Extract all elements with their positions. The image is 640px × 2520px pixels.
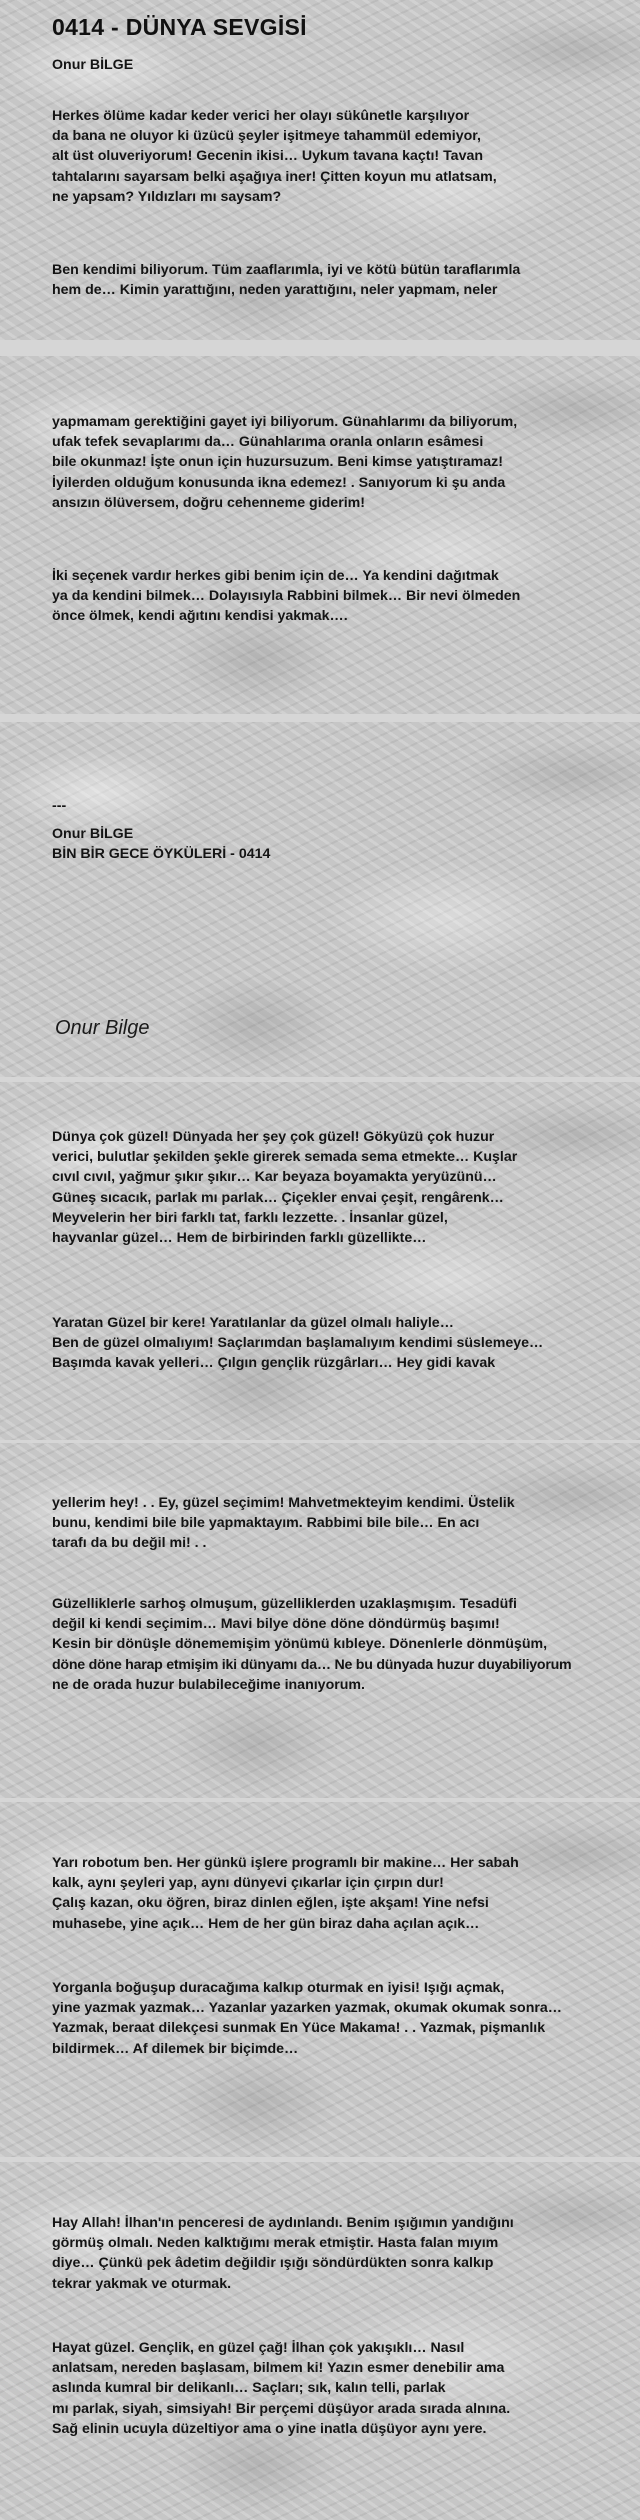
text-line: Herkes ölüme kadar keder verici her olayı sükûnetle karşılıyor [52,108,470,124]
text-line: anlatsam, nereden başlasam, bilmem ki! Yazın esmer denebilir ama [52,2360,505,2377]
text-block-1 [52,106,640,207]
text-block-11 [52,2213,640,2294]
text-line: görmüş olmalı. Neden kalktığımı merak etmiştir. Hasta falan mıyım [52,2235,499,2252]
text-line: Ben de güzel olmalıyım! Saçlarımdan başlamalıyım kendimi süslemeye… [52,1335,544,1352]
text-line: ansızın ölüversem, doğru cehenneme giderim! [52,494,365,511]
text-line: bile okunmaz! İşte onun için huzursuzum. Beni kimse yatıştıramaz! [52,454,503,471]
text-block-7 [52,1493,640,1554]
text-line: Güzelliklerle sarhoş olmuşum, güzelliklerden uzaklaşmışım. Tesadüfi [52,1596,517,1612]
text-line: Hayat güzel. Gençlik, en güzel çağ! İlhan çok yakışıklı… Nasıl [52,2340,465,2356]
text-line: tarafı da bu değil mi! . . [52,1535,207,1552]
text-line: kalk, aynı şeyleri yap, aynı dünyevi çıkarlar için çırpın dur! [52,1875,444,1892]
text-line: Yaratan Güzel bir kere! Yaratılanlar da güzel olmalı haliyle… [52,1315,454,1331]
credit-series: BİN BİR GECE ÖYKÜLERİ - 0414 [52,846,271,863]
text-line: Yorganla boğuşup duracağıma kalkıp oturmak en iyisi! Işığı açmak, [52,1980,505,1996]
credit-author: Onur BİLGE [52,826,134,843]
text-line: bunu, kendimi bile bile yapmaktayım. Rabbimi bile bile… En acı [52,1515,480,1532]
footer-credits [52,796,640,865]
text-line: ya da kendini bilmek… Dolayısıyla Rabbini bilmek… Bir nevi ölmeden [52,588,521,605]
text-line: döne döne harap etmişim iki dünyamı da… Ne bu dünyada huzur duyabiliyorum [52,1656,572,1673]
text-block-10 [52,1978,640,2059]
text-line: yine yazmak yazmak… Yazanlar yazarken yazmak, okumak okumak sonra… [52,2000,562,2017]
text-line: Yarı robotum ben. Her günkü işlere programlı bir makine… Her sabah [52,1855,519,1871]
text-line: da bana ne oluyor ki üzücü şeyler işitmeye tahammül edemiyor, [52,128,481,145]
text-line: İki seçenek vardır herkes gibi benim için de… Ya kendini dağıtmak [52,568,499,584]
text-line: Sağ elinin ucuyla düzeltiyor ama o yine inatla düşüyor aynı yere. [52,2420,487,2437]
text-block-4 [52,566,640,627]
text-line: Yazmak, beraat dilekçesi sunmak En Yüce Makama! . . Yazmak, pişmanlık [52,2020,546,2037]
text-line: Ben kendimi biliyorum. Tüm zaaflarımla, iyi ve kötü bütün taraflarımla [52,262,521,278]
text-line: Hay Allah! İlhan'ın penceresi de aydınlandı. Benim ışığımın yandığını [52,2215,514,2231]
text-line: ufak tefek sevaplarımı da… Günahlarıma oranla onların esâmesi [52,434,484,451]
text-line: Güneş sıcacık, parlak mı parlak… Çiçekler envai çeşit, rengârenk… [52,1189,504,1206]
text-block-8 [52,1594,640,1695]
text-block-12 [52,2338,640,2439]
background-panel-2 [0,356,640,714]
text-line: Çalış kazan, oku öğren, biraz dinlen eğlen, işte akşam! Yine nefsi [52,1895,489,1912]
text-line: aslında kumral bir delikanlı… Saçları; sık, kalın telli, parlak [52,2380,446,2397]
text-line: Dünya çok güzel! Dünyada her şey çok güzel! Gökyüzü çok huzur [52,1129,495,1145]
text-block-5 [52,1127,640,1248]
text-line: değil ki kendi seçimim… Mavi bilye döne döne döndürmüş başımı! [52,1616,500,1633]
text-line: ne de orada huzur bulabileceğime inanıyorum. [52,1676,365,1693]
separator-dashes: --- [52,798,67,814]
text-block-2 [52,260,640,300]
text-line: ne yapsam? Yıldızları mı saysam? [52,188,282,205]
text-line: yellerim hey! . . Ey, güzel seçimim! Mahvetmekteyim kendimi. Üstelik [52,1495,515,1511]
page-title: 0414 - DÜNYA SEVGİSİ [52,14,307,40]
text-line: alt üst oluveriyorum! Gecenin ikisi… Uykum tavana kaçtı! Tavan [52,148,484,165]
text-line: yapmamam gerektiğini gayet iyi biliyorum. Günahlarımı da biliyorum, [52,414,518,430]
text-line: Kesin bir dönüşle dönememişim yönümü kıbleye. Dönenlerle dönmüşüm, [52,1636,548,1653]
text-line: muhasebe, yine açık… Hem de her gün biraz daha açılan açık… [52,1915,480,1932]
text-line: hem de… Kimin yarattığını, neden yarattığını, neler yapmam, neler [52,282,498,299]
text-line: cıvıl cıvıl, yağmur şıkır şıkır… Kar beyaza boyamakta yeryüzünü… [52,1169,497,1186]
text-line: verici, bulutlar şekilden şekle girerek semada sema etmekte… Kuşlar [52,1149,518,1166]
signature: Onur Bilge [55,1017,150,1039]
text-block-9 [52,1853,640,1934]
text-line: Başımda kavak yelleri… Çılgın gençlik rüzgârları… Hey gidi kavak [52,1355,496,1372]
text-line: İyilerden olduğum konusunda ikna edemez! . Sanıyorum ki şu anda [52,474,506,491]
text-line: tahtalarını sayarsam belki aşağıya iner! Çitten koyun mu atlatsam, [52,168,497,185]
text-block-3 [52,412,640,513]
author-name: Onur BİLGE [52,57,134,73]
text-line: önce ölmek, kendi ağıtını kendisi yakmak…. [52,608,348,625]
text-line: tekrar yakmak ve oturmak. [52,2275,232,2292]
text-line: Meyvelerin her biri farklı tat, farklı lezzette. . İnsanlar güzel, [52,1209,448,1226]
text-line: hayvanlar güzel… Hem de birbirinden farklı güzellikte… [52,1230,427,1247]
text-line: mı parlak, siyah, simsiyah! Bir perçemi düşüyor arada sırada alnına. [52,2400,511,2417]
text-block-6 [52,1313,640,1374]
text-line: diye… Çünkü pek âdetim değildir ışığı söndürdükten sonra kalkıp [52,2255,494,2272]
author-line [52,55,640,75]
text-line: bildirmek… Af dilemek bir biçimde… [52,2040,299,2057]
